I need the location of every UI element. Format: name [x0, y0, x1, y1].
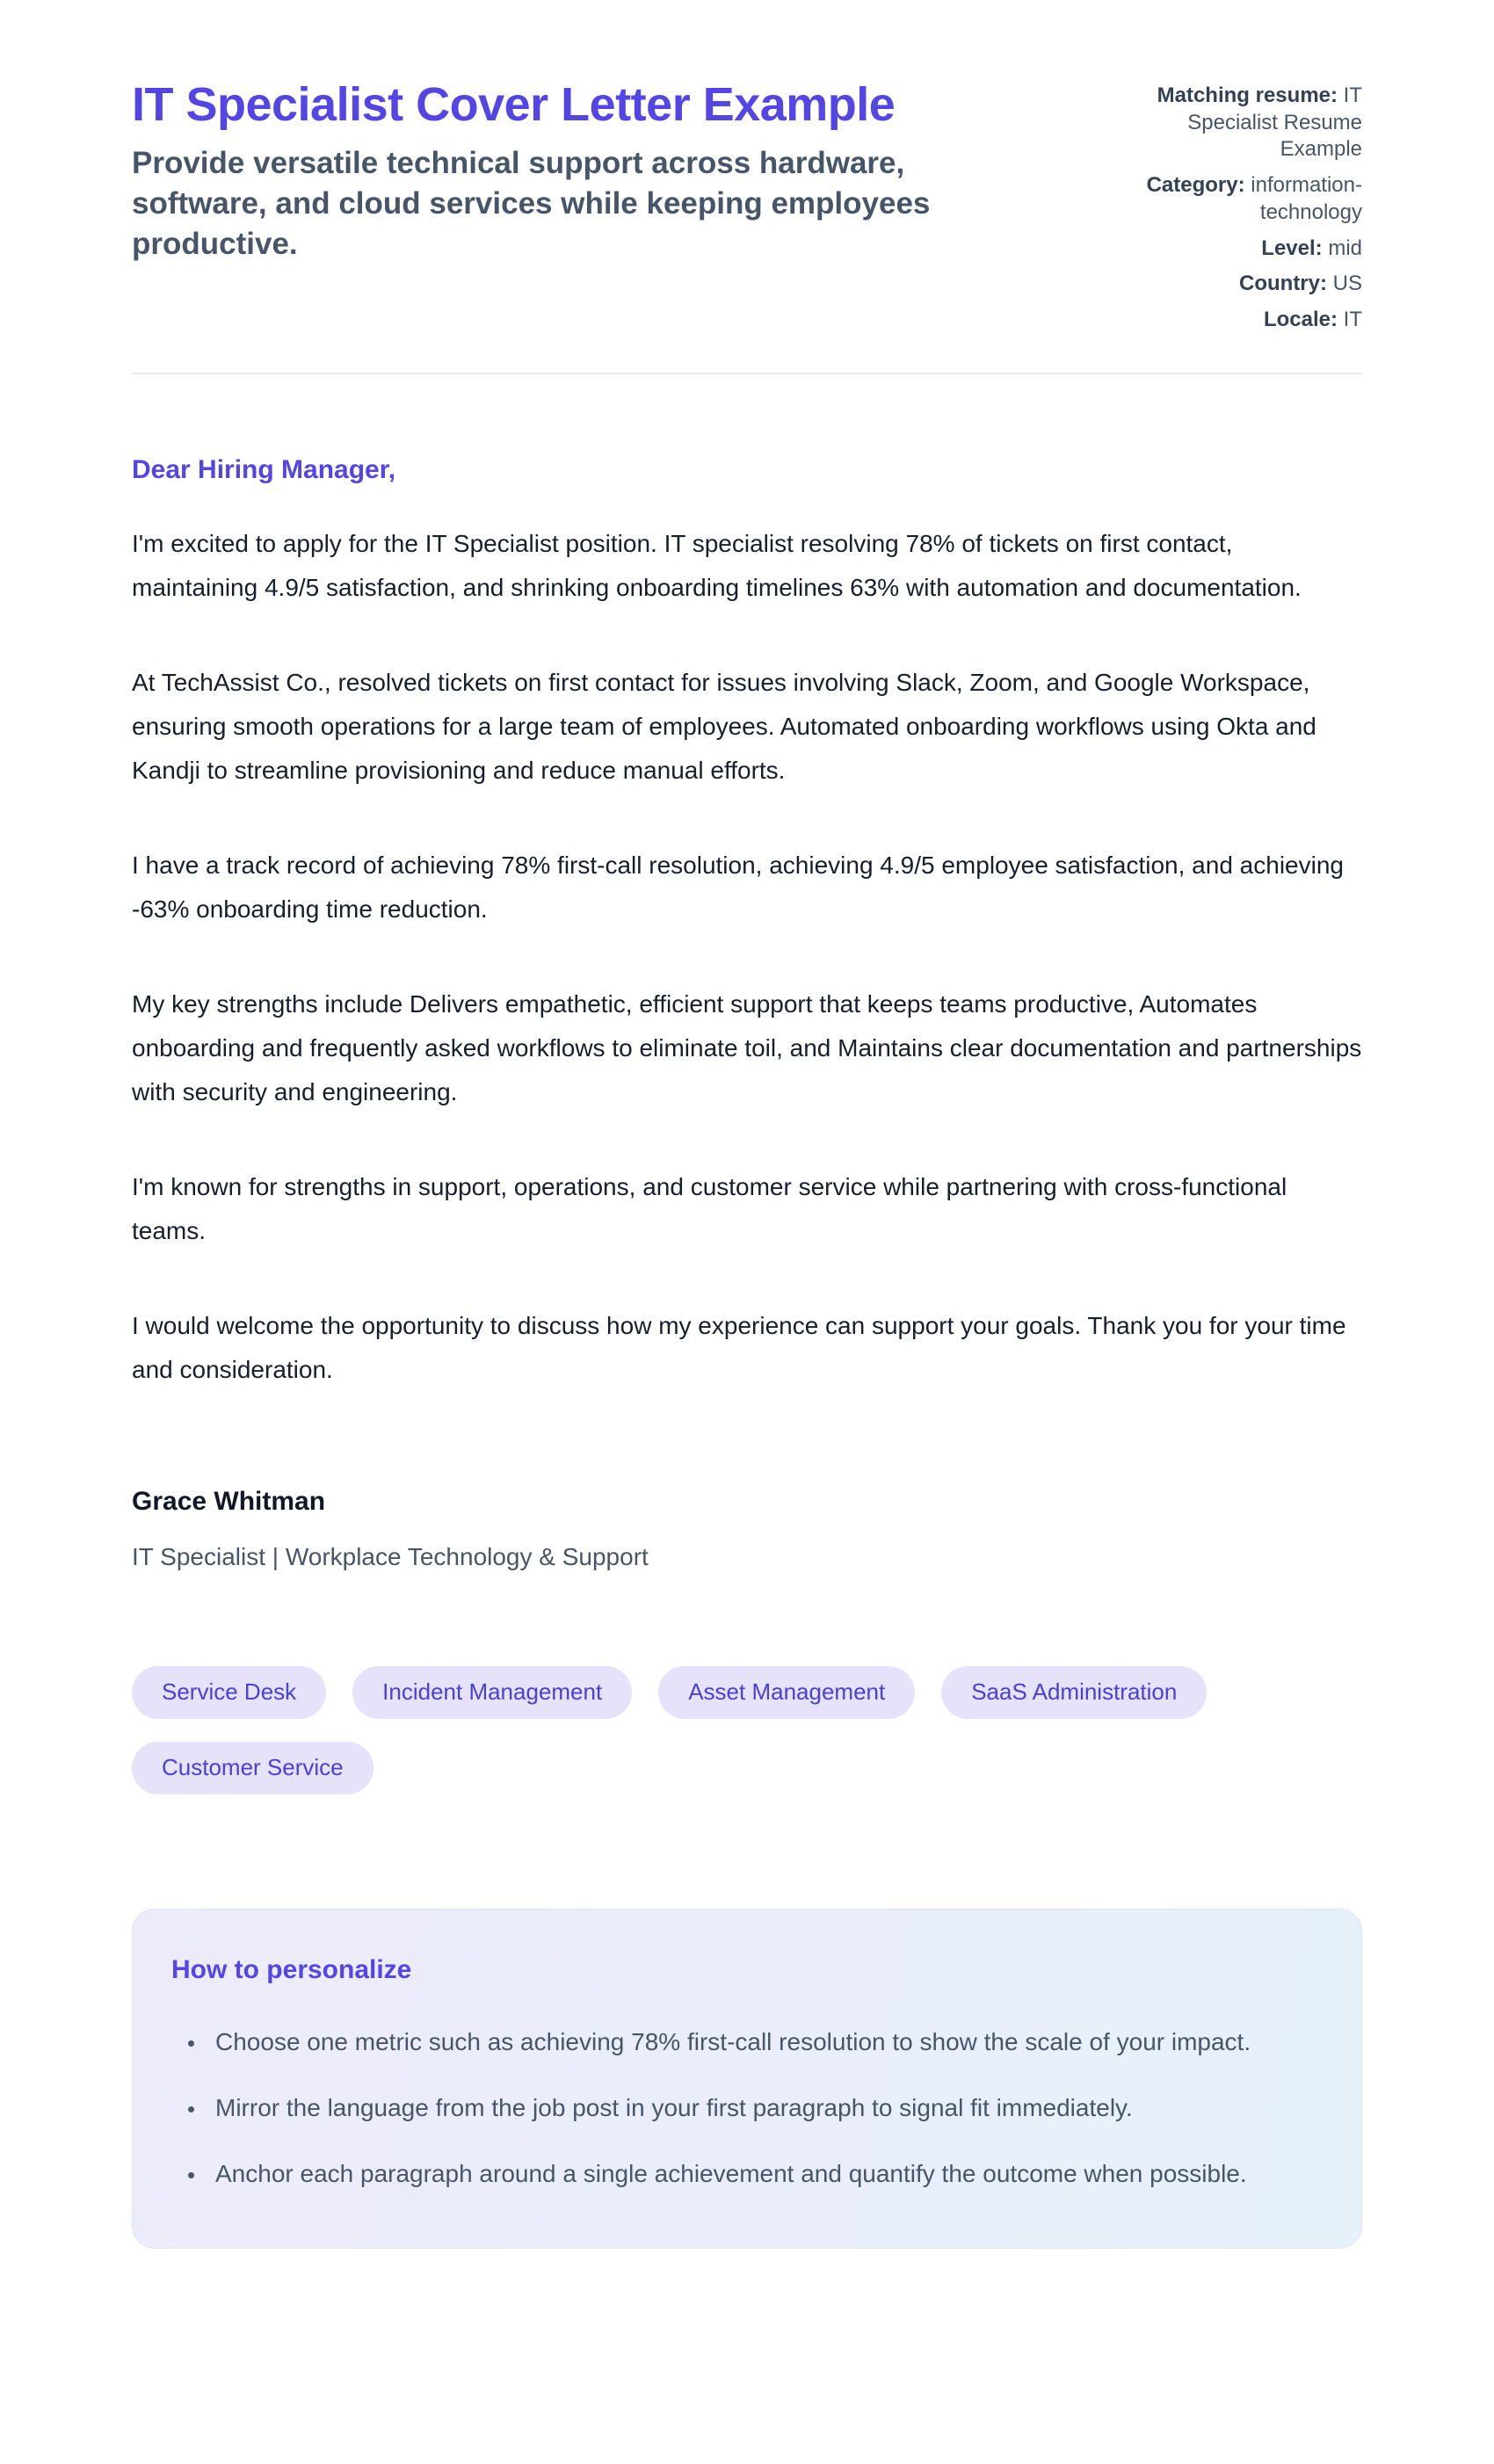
letter-paragraph: I'm known for strengths in support, operations, and customer service while partnering with cross-functional teams. [132, 1172, 1287, 1244]
skill-tag-list [132, 1666, 1362, 1794]
page-title: IT Specialist Cover Letter Example [132, 78, 896, 131]
meta-matching-resume [1116, 83, 1362, 163]
skill-tag: Incident Management [352, 1666, 632, 1719]
meta-country [1116, 271, 1362, 298]
meta-label: Category: [1146, 173, 1245, 198]
signature-name: Grace Whitman [132, 1486, 326, 1516]
letter-paragraph: I would welcome the opportunity to discuss how my experience can support your goals. Thank you for your time and consideration. [132, 1311, 1346, 1383]
header-divider [132, 373, 1362, 374]
letter-paragraph: I'm excited to apply for the IT Specialist position. IT specialist resolving 78% of tickets on first contact, maintaining 4.9/5 satisfaction, and shrinking onboarding timelines 63% with automation and documentation. [132, 529, 1302, 601]
meta-value: information-technology [1251, 173, 1362, 224]
callout-bullet: • Anchor each paragraph around a single achievement and quantify the outcome when possible. [207, 2152, 1305, 2195]
callout-bullet: • Choose one metric such as achieving 78% first-call resolution to show the scale of your impact. [207, 2020, 1305, 2063]
meta-category [1116, 172, 1362, 226]
letter-paragraph: My key strengths include Delivers empathetic, efficient support that keeps teams productive, Automates onboarding and frequently asked workflows to eliminate toil, and Maintains clear documentation and partnerships with security and engineering. [132, 989, 1362, 1105]
callout-bullet: • Mirror the language from the job post in your first paragraph to signal fit immediately. [207, 2086, 1305, 2129]
letter-paragraph: At TechAssist Co., resolved tickets on first contact for issues involving Slack, Zoom, and Google Workspace, ensuring smooth operations for a large team of employees. Automated onboarding workflows using Okta and Kandji to streamline provisioning and reduce manual efforts. [132, 668, 1316, 784]
letter-paragraph: I have a track record of achieving 78% first-call resolution, achieving 4.9/5 employee satisfaction, and achieving -63% onboarding time reduction. [132, 851, 1344, 923]
meta-value: mid [1328, 236, 1362, 260]
callout-bullet-list [171, 2020, 1305, 2195]
meta-label: Country: [1239, 272, 1327, 296]
meta-label: Locale: [1263, 308, 1338, 332]
signature-role: IT Specialist | Workplace Technology & Support [132, 1542, 649, 1570]
meta-value: IT [1343, 308, 1362, 332]
resume-meta-panel [1116, 77, 1362, 334]
skill-tag: SaaS Administration [941, 1666, 1207, 1719]
meta-level [1116, 236, 1362, 263]
skill-tag: Service Desk [132, 1666, 326, 1719]
meta-label: Matching resume: [1157, 83, 1338, 107]
personalize-callout [132, 1909, 1362, 2249]
skill-tag: Asset Management [658, 1666, 915, 1719]
skill-tag: Customer Service [132, 1742, 374, 1794]
letter-greeting: Dear Hiring Manager, [132, 454, 396, 484]
meta-value: IT Specialist Resume Example [1187, 83, 1362, 162]
meta-value: US [1332, 272, 1362, 296]
page-header [132, 77, 1362, 334]
meta-locale [1116, 307, 1362, 334]
callout-title: How to personalize [171, 1954, 412, 1984]
meta-label: Level: [1261, 236, 1323, 260]
page-subtitle: Provide versatile technical support across hardware, software, and cloud services while keeping employees productive. [132, 145, 931, 261]
header-title-block [132, 77, 1081, 265]
letter-body [132, 455, 1362, 2249]
